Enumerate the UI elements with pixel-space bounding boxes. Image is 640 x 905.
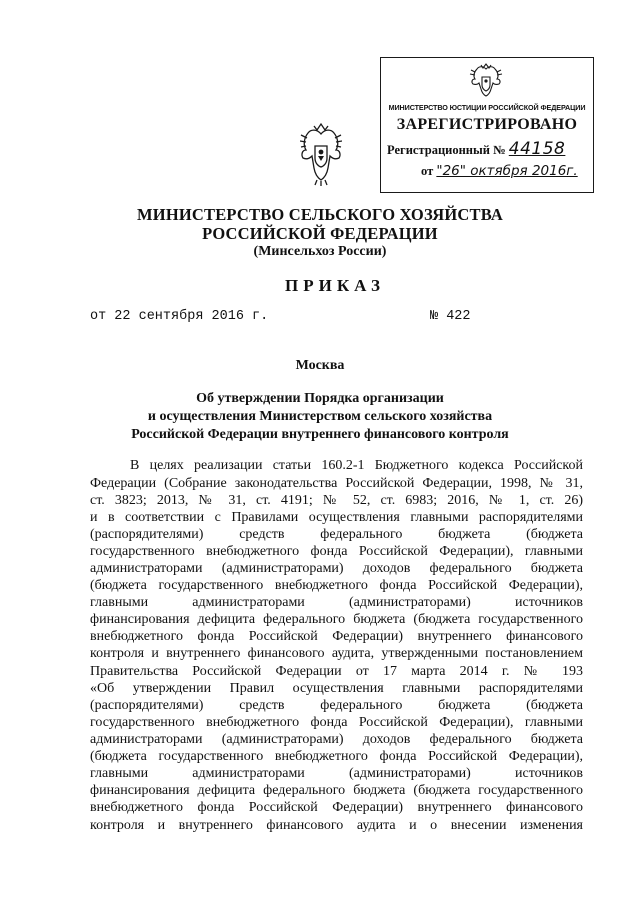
stamp-date-value: "26" октября 2016г. <box>436 163 578 179</box>
body-text-line: контроля и внутреннего финансового аудита и о внесении изменения <box>90 818 583 833</box>
body-text-line: Федерации (Собрание законодательства Российской Федерации, 1998, № 31, <box>90 476 583 491</box>
city: Москва <box>295 358 345 373</box>
body-text-line: администраторами (администраторами) доходов федерального бюджета <box>90 732 583 747</box>
body-text-line: финансирования дефицита федерального бюджета (бюджета государственного <box>90 783 583 798</box>
body-text-line: ст. 3823; 2013, № 31, ст. 4191; № 52, ст. 6983; 2016, № 1, ст. 26) <box>90 493 583 508</box>
order-date: от 22 сентября 2016 г. <box>90 309 269 324</box>
body-text-line: В целях реализации статьи 160.2-1 Бюджетного кодекса Российской <box>130 458 583 473</box>
body-text-line: главными администраторами (администраторами) источников <box>90 766 583 781</box>
body-text-line: главными администраторами (администраторами) источников <box>90 595 583 610</box>
coat-of-arms-icon <box>300 120 342 186</box>
subject-line: и осуществления Министерством сельского хозяйства <box>147 409 493 424</box>
ministry-name-line1: МИНИСТЕРСТВО СЕЛЬСКОГО ХОЗЯЙСТВА <box>137 205 503 224</box>
ministry-short-name: (Минсельхоз России) <box>253 244 387 259</box>
coat-of-arms-icon <box>469 63 503 99</box>
body-text-line: Правительства Российской Федерации от 17 марта 2014 г. № 193 <box>90 664 583 679</box>
body-text-line: администраторами (администраторами) доходов федерального бюджета <box>90 561 583 576</box>
body-text-line: государственного внебюджетного фонда Российской Федерации), главными <box>90 715 583 730</box>
order-title: ПРИКАЗ <box>285 276 385 295</box>
registration-stamp <box>380 57 594 193</box>
order-number: № 422 <box>430 309 471 324</box>
subject-line: Российской Федерации внутреннего финансового контроля <box>131 427 509 442</box>
ministry-name-line2: РОССИЙСКОЙ ФЕДЕРАЦИИ <box>202 224 438 243</box>
subject-line: Об утверждении Порядка организации <box>196 391 444 406</box>
body-text-line: и в соответствии с Правилами осуществления главными распорядителями <box>90 510 583 525</box>
stamp-date-row <box>421 163 578 179</box>
body-text-line: (распорядителями) средств федерального бюджета (бюджета <box>90 698 583 713</box>
stamp-number-row <box>387 139 565 159</box>
body-text-line: (бюджета государственного внебюджетного фонда Российской Федерации), <box>90 578 583 593</box>
body-text-line: государственного внебюджетного фонда Российской Федерации), главными <box>90 544 583 559</box>
stamp-number-label: Регистрационный № <box>387 143 506 157</box>
body-text-line: финансирования дефицита федерального бюджета (бюджета государственного <box>90 612 583 627</box>
body-text-line: контроля и внутреннего финансового аудита, утвержденными постановлением <box>90 646 583 661</box>
body-text-line: внебюджетного фонда Российской Федерации) внутреннего финансового <box>90 629 583 644</box>
stamp-registered-label: ЗАРЕГИСТРИРОВАНО <box>396 116 578 133</box>
stamp-number-value: 44158 <box>508 139 566 159</box>
body-text-line: внебюджетного фонда Российской Федерации) внутреннего финансового <box>90 800 583 815</box>
stamp-ministry-name: МИНИСТЕРСТВО ЮСТИЦИИ РОССИЙСКОЙ ФЕДЕРАЦИИ <box>388 103 586 112</box>
body-text-line: (распорядителями) средств федерального бюджета (бюджета <box>90 527 583 542</box>
stamp-date-prefix: от <box>421 164 434 178</box>
body-text-line: «Об утверждении Правил осуществления главными распорядителями <box>90 681 583 696</box>
body-text-line: (бюджета государственного внебюджетного фонда Российской Федерации), <box>90 749 583 764</box>
